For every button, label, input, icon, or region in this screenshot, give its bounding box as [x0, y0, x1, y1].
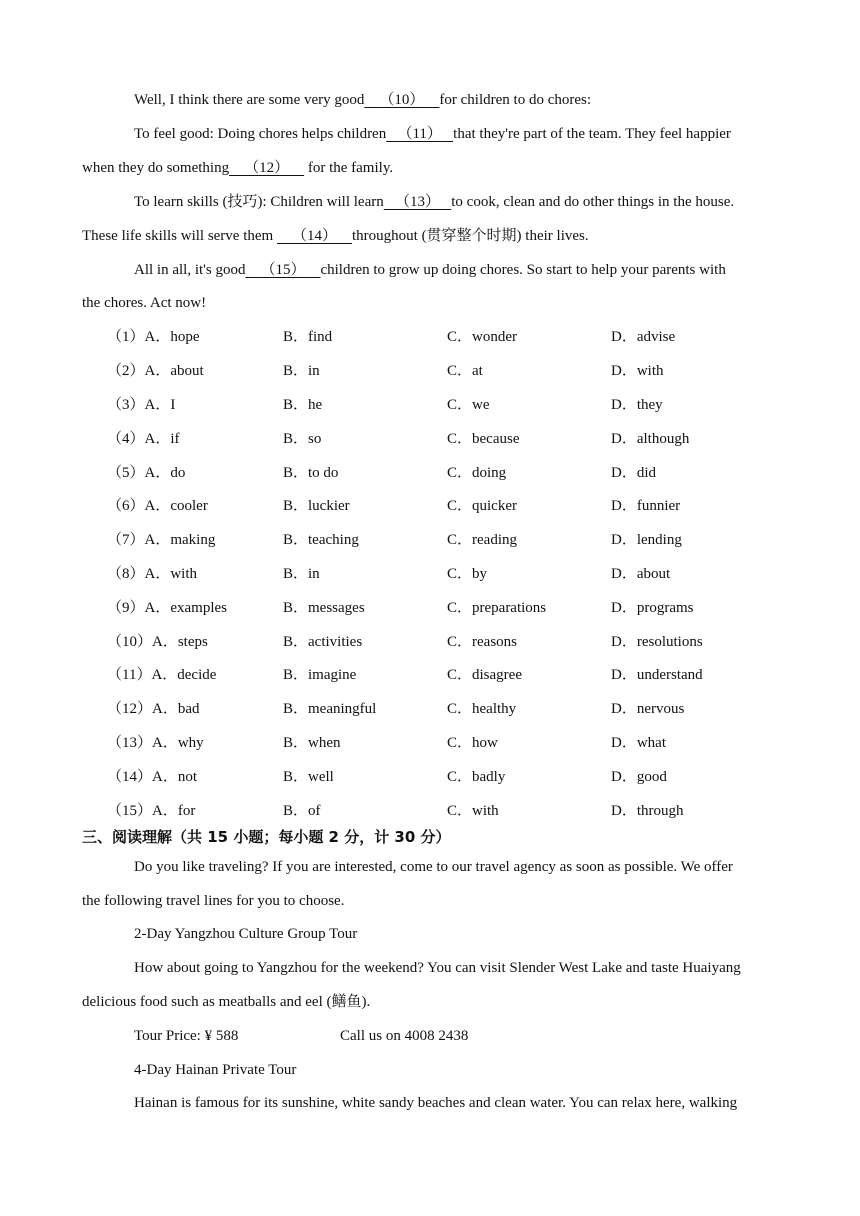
option-a: （11）A．decide — [107, 667, 217, 683]
option-a: （4）A．if — [107, 431, 180, 447]
option-c: C．reading — [447, 532, 517, 548]
option-b: B．of — [283, 803, 321, 819]
option-b: B．when — [283, 735, 341, 751]
intro-line-2: the following travel lines for you to choose. — [82, 893, 345, 909]
passage-line-blank-14: These life skills will serve them （14） throughout (贯穿整个时期) their lives. — [82, 228, 589, 244]
option-b: B．so — [283, 431, 322, 447]
option-a: （7）A．making — [107, 532, 216, 548]
passage-line-blank-13: To learn skills (技巧): Children will learn （13） to cook, clean and do other things in the house. — [134, 194, 735, 210]
option-row-3 — [107, 395, 807, 415]
option-row-11 — [107, 665, 807, 685]
option-a: （3）A．I — [107, 397, 176, 413]
tour-1-desc-line-1: How about going to Yangzhou for the weekend? You can visit Slender West Lake and taste Huaiyang — [134, 960, 741, 976]
option-b: B．in — [283, 566, 320, 582]
option-c: C．doing — [447, 465, 507, 481]
option-c: C．disagree — [447, 667, 522, 683]
passage-line-blank-10: Well, I think there are some very good （10） for children to do chores: — [134, 92, 592, 108]
blank-13: （13） — [394, 194, 440, 210]
option-c: C．badly — [447, 769, 506, 785]
option-c: C．quicker — [447, 498, 517, 514]
option-a: （6）A．cooler — [107, 498, 208, 514]
option-b: B．meaningful — [283, 701, 377, 717]
tour-1-title: 2-Day Yangzhou Culture Group Tour — [134, 926, 358, 942]
option-a: （15）A．for — [107, 803, 196, 819]
option-d: D．about — [611, 566, 671, 582]
option-b: B．well — [283, 769, 334, 785]
option-d: D．nervous — [611, 701, 685, 717]
blank-10: （10） — [379, 92, 425, 108]
option-row-5 — [107, 463, 807, 483]
option-row-4 — [107, 429, 807, 449]
option-c: C．because — [447, 431, 520, 447]
option-a: （2）A．about — [107, 363, 204, 379]
option-row-10 — [107, 632, 807, 652]
option-d: D．lending — [611, 532, 682, 548]
option-c: C．we — [447, 397, 490, 413]
blank-11: （11） — [397, 126, 442, 142]
blank-15: （15） — [260, 262, 306, 278]
option-row-2 — [107, 361, 807, 381]
option-d: D．understand — [611, 667, 703, 683]
option-a: （8）A．with — [107, 566, 198, 582]
blank-14: （14） — [291, 228, 337, 244]
option-d: D．they — [611, 397, 663, 413]
option-row-1 — [107, 327, 807, 347]
option-d: D．through — [611, 803, 684, 819]
option-row-15 — [107, 801, 807, 821]
option-d: D．did — [611, 465, 657, 481]
option-c: C．healthy — [447, 701, 517, 717]
option-d: D．resolutions — [611, 634, 703, 650]
option-c: C．preparations — [447, 600, 547, 616]
option-a: （13）A．why — [107, 735, 204, 751]
option-a: （1）A．hope — [107, 329, 200, 345]
option-b: B．he — [283, 397, 323, 413]
option-b: B．teaching — [283, 532, 359, 548]
option-row-9 — [107, 598, 807, 618]
intro-line-1: Do you like traveling? If you are interested, come to our travel agency as soon as possible. We offer — [134, 859, 733, 875]
tour-2-desc-line-1: Hainan is famous for its sunshine, white sandy beaches and clean water. You can relax here, walking — [134, 1095, 738, 1111]
option-row-6 — [107, 496, 807, 516]
tour-2-title: 4-Day Hainan Private Tour — [134, 1062, 297, 1078]
option-row-14 — [107, 767, 807, 787]
tour-1-phone: Call us on 4008 2438 — [340, 1028, 469, 1044]
option-b: B．luckier — [283, 498, 350, 514]
option-d: D．with — [611, 363, 664, 379]
option-a: （5）A．do — [107, 465, 186, 481]
option-a: （12）A．bad — [107, 701, 200, 717]
passage-line-end: the chores. Act now! — [82, 295, 207, 311]
option-a: （14）A．not — [107, 769, 198, 785]
option-d: D．what — [611, 735, 666, 751]
option-c: C．by — [447, 566, 488, 582]
option-row-8 — [107, 564, 807, 584]
option-d: D．good — [611, 769, 667, 785]
option-c: C．at — [447, 363, 483, 379]
option-b: B．find — [283, 329, 333, 345]
option-b: B．activities — [283, 634, 363, 650]
option-c: C．how — [447, 735, 498, 751]
option-b: B．imagine — [283, 667, 357, 683]
option-d: D．advise — [611, 329, 676, 345]
option-a: （9）A．examples — [107, 600, 227, 616]
tour-1-desc-line-2: delicious food such as meatballs and eel (鳝鱼). — [82, 994, 371, 1010]
option-b: B．to do — [283, 465, 339, 481]
option-row-13 — [107, 733, 807, 753]
option-d: D．programs — [611, 600, 694, 616]
option-a: （10）A．steps — [107, 634, 208, 650]
option-d: D．although — [611, 431, 690, 447]
section-heading: 三、阅读理解（共 15 小题；每小题 2 分，计 30 分） — [82, 828, 451, 846]
option-c: C．with — [447, 803, 499, 819]
option-row-12 — [107, 699, 807, 719]
option-c: C．reasons — [447, 634, 517, 650]
option-c: C．wonder — [447, 329, 517, 345]
blank-12: （12） — [244, 160, 290, 176]
option-row-7 — [107, 530, 807, 550]
tour-1-price: Tour Price: ¥ 588 — [134, 1028, 239, 1044]
passage-line-blank-15: All in all, it's good （15） children to grow up doing chores. So start to help your parents with — [134, 262, 726, 278]
passage-line-blank-11: To feel good: Doing chores helps children （11） that they're part of the team. They feel happier — [134, 126, 731, 142]
passage-line-blank-12: when they do something （12） for the family. — [82, 160, 394, 176]
option-b: B．in — [283, 363, 320, 379]
option-b: B．messages — [283, 600, 365, 616]
option-d: D．funnier — [611, 498, 681, 514]
